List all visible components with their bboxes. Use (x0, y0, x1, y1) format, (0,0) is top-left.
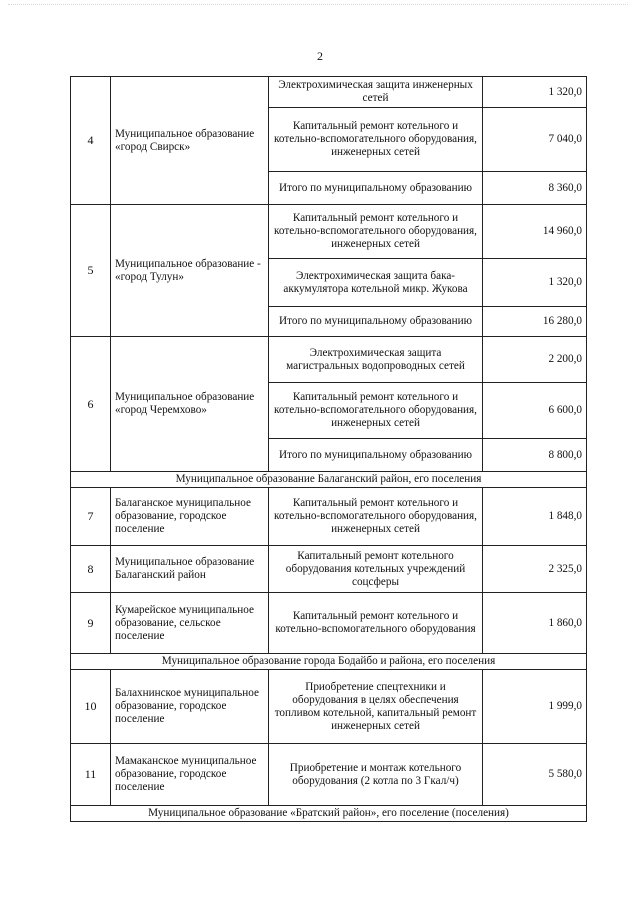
row-number: 5 (71, 205, 111, 337)
municipality-name: Муниципальное образование «город Черемхово» (111, 337, 269, 472)
amount: 1 860,0 (483, 593, 587, 654)
table-row (71, 670, 587, 744)
amount: 14 960,0 (483, 205, 587, 259)
work-description: Капитальный ремонт котельного и котельно-вспомогательного оборудования, инженерных сетей (269, 488, 483, 546)
municipality-name: Муниципальное образование Балаганский район (111, 546, 269, 593)
amount: 2 325,0 (483, 546, 587, 593)
municipality-name: Кумарейское муниципальное образование, сельское поселение (111, 593, 269, 654)
row-number: 11 (71, 744, 111, 806)
work-description: Электрохимическая защита инженерных сетей (269, 77, 483, 108)
amount: 1 320,0 (483, 77, 587, 108)
section-row (71, 654, 587, 670)
section-title: Муниципальное образование Балаганский район, его поселения (71, 472, 587, 488)
work-description: Итого по муниципальному образованию (269, 439, 483, 472)
amount: 1 320,0 (483, 259, 587, 307)
amount: 1 848,0 (483, 488, 587, 546)
scan-edge-artifact (8, 4, 628, 8)
work-description: Капитальный ремонт котельного и котельно-вспомогательного оборудования, инженерных сетей (269, 205, 483, 259)
amount: 5 580,0 (483, 744, 587, 806)
municipality-name: Мамаканское муниципальное образование, городское поселение (111, 744, 269, 806)
table-row (71, 744, 587, 806)
work-description: Итого по муниципальному образованию (269, 172, 483, 205)
work-description: Электрохимическая защита магистральных водопроводных сетей (269, 337, 483, 383)
municipality-name: Муниципальное образование - «город Тулун» (111, 205, 269, 337)
table-row (71, 488, 587, 546)
work-description: Капитальный ремонт котельного оборудования котельных учреждений соцсферы (269, 546, 483, 593)
table-row (71, 205, 587, 259)
section-row (71, 806, 587, 822)
table-row (71, 546, 587, 593)
table-row (71, 77, 587, 108)
work-description: Приобретение и монтаж котельного оборудования (2 котла по 3 Гкал/ч) (269, 744, 483, 806)
amount: 8 800,0 (483, 439, 587, 472)
row-number: 10 (71, 670, 111, 744)
amount: 2 200,0 (483, 337, 587, 383)
row-number: 4 (71, 77, 111, 205)
section-title: Муниципальное образование города Бодайбо и района, его поселения (71, 654, 587, 670)
municipality-name: Балаганское муниципальное образование, городское поселение (111, 488, 269, 546)
municipality-name: Балахнинское муниципальное образование, городское поселение (111, 670, 269, 744)
work-description: Итого по муниципальному образованию (269, 307, 483, 337)
amount: 7 040,0 (483, 108, 587, 172)
page-number: 2 (317, 49, 323, 63)
row-number: 6 (71, 337, 111, 472)
amount: 8 360,0 (483, 172, 587, 205)
work-description: Электрохимическая защита бака-аккумулятора котельной микр. Жукова (269, 259, 483, 307)
amount: 6 600,0 (483, 383, 587, 439)
municipality-name: Муниципальное образование «город Свирск» (111, 77, 269, 205)
work-description: Приобретение спецтехники и оборудования в целях обеспечения топливом котельной, капитальный ремонт инженерных сетей (269, 670, 483, 744)
table-row (71, 337, 587, 383)
funding-table (70, 76, 587, 822)
work-description: Капитальный ремонт котельного и котельно-вспомогательного оборудования, инженерных сетей (269, 383, 483, 439)
row-number: 8 (71, 546, 111, 593)
section-title: Муниципальное образование «Братский район», его поселение (поселения) (71, 806, 587, 822)
row-number: 9 (71, 593, 111, 654)
work-description: Капитальный ремонт котельного и котельно-вспомогательного оборудования (269, 593, 483, 654)
amount: 16 280,0 (483, 307, 587, 337)
work-description: Капитальный ремонт котельного и котельно-вспомогательного оборудования, инженерных сетей (269, 108, 483, 172)
row-number: 7 (71, 488, 111, 546)
table-row (71, 593, 587, 654)
amount: 1 999,0 (483, 670, 587, 744)
section-row (71, 472, 587, 488)
